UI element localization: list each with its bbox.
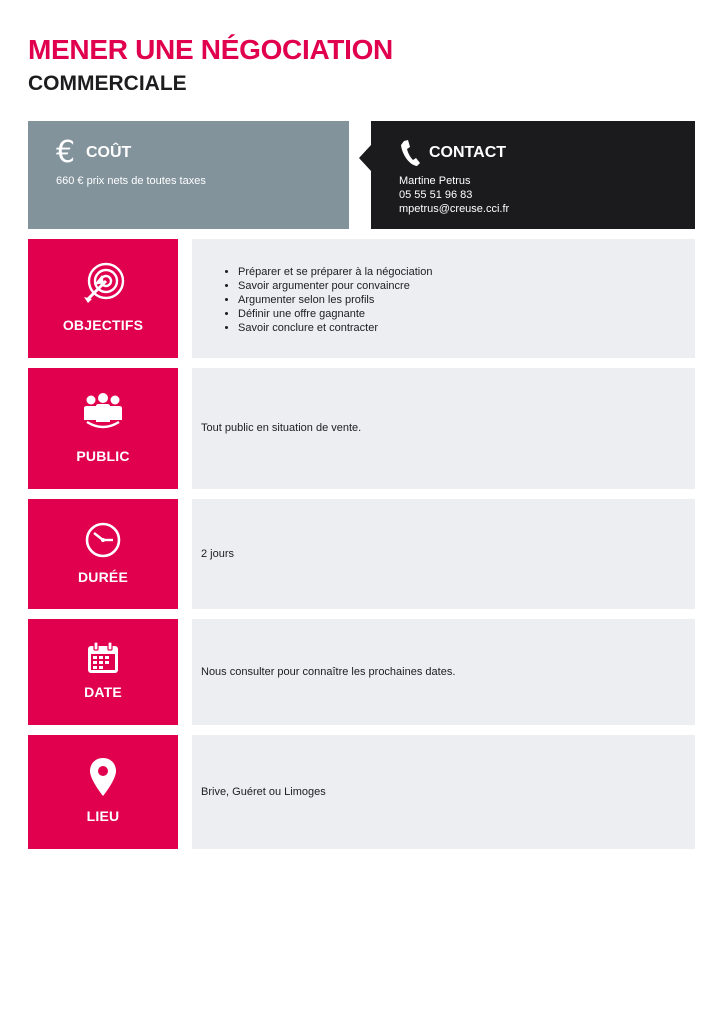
contact-box	[371, 121, 695, 229]
people-icon	[83, 392, 123, 439]
date-text: Nous consulter pour connaître les prochaines dates.	[201, 666, 456, 678]
row-objectifs	[28, 239, 695, 358]
contact-phone[interactable]: 05 55 51 96 83	[399, 189, 473, 201]
public-text: Tout public en situation de vente.	[201, 422, 362, 434]
objectifs-list	[192, 265, 432, 335]
cost-header	[56, 135, 132, 170]
objectifs-label: OBJECTIFS	[62, 317, 144, 333]
public-label-cell	[28, 368, 178, 489]
duree-label: DURÉE	[77, 569, 128, 585]
page-title: MENER UNE NÉGOCIATION	[28, 34, 393, 65]
date-content	[192, 619, 695, 725]
public-label: PUBLIC	[76, 448, 130, 464]
contact-details	[399, 174, 509, 216]
location-pin-icon	[89, 757, 117, 802]
list-item: • Préparer et se préparer à la négociation	[238, 265, 432, 279]
lieu-label-cell	[28, 735, 178, 849]
objectifs-label-cell	[28, 239, 178, 358]
duree-text: 2 jours	[201, 548, 235, 560]
duree-content	[192, 499, 695, 609]
date-label: DATE	[84, 684, 122, 700]
list-item: • Savoir conclure et contracter	[238, 321, 432, 335]
row-date	[28, 619, 695, 725]
contact-name: Martine Petrus	[399, 175, 471, 187]
objectifs-content	[192, 239, 695, 358]
cost-title: COÛT	[86, 144, 132, 161]
list-item: • Savoir argumenter pour convaincre	[238, 279, 432, 293]
row-duree	[28, 499, 695, 609]
cost-box	[28, 121, 349, 229]
duree-label-cell	[28, 499, 178, 609]
contact-header	[399, 139, 506, 167]
clock-icon	[84, 521, 122, 564]
calendar-icon	[86, 641, 120, 680]
lieu-label: LIEU	[86, 808, 120, 824]
public-content	[192, 368, 695, 489]
euro-icon: €	[56, 135, 76, 170]
target-icon	[80, 261, 126, 312]
contact-notch	[359, 145, 371, 171]
lieu-text: Brive, Guéret ou Limoges	[201, 786, 326, 798]
list-item: • Argumenter selon les profils	[238, 293, 432, 307]
contact-title: CONTACT	[429, 144, 507, 161]
contact-email[interactable]: mpetrus@creuse.cci.fr	[399, 203, 510, 215]
list-item: • Définir une offre gagnante	[238, 307, 432, 321]
page-subtitle: COMMERCIALE	[28, 72, 187, 95]
row-lieu	[28, 735, 695, 849]
row-public	[28, 368, 695, 489]
date-label-cell	[28, 619, 178, 725]
phone-icon	[399, 139, 421, 167]
cost-text: 660 € prix nets de toutes taxes	[56, 175, 206, 187]
lieu-content	[192, 735, 695, 849]
